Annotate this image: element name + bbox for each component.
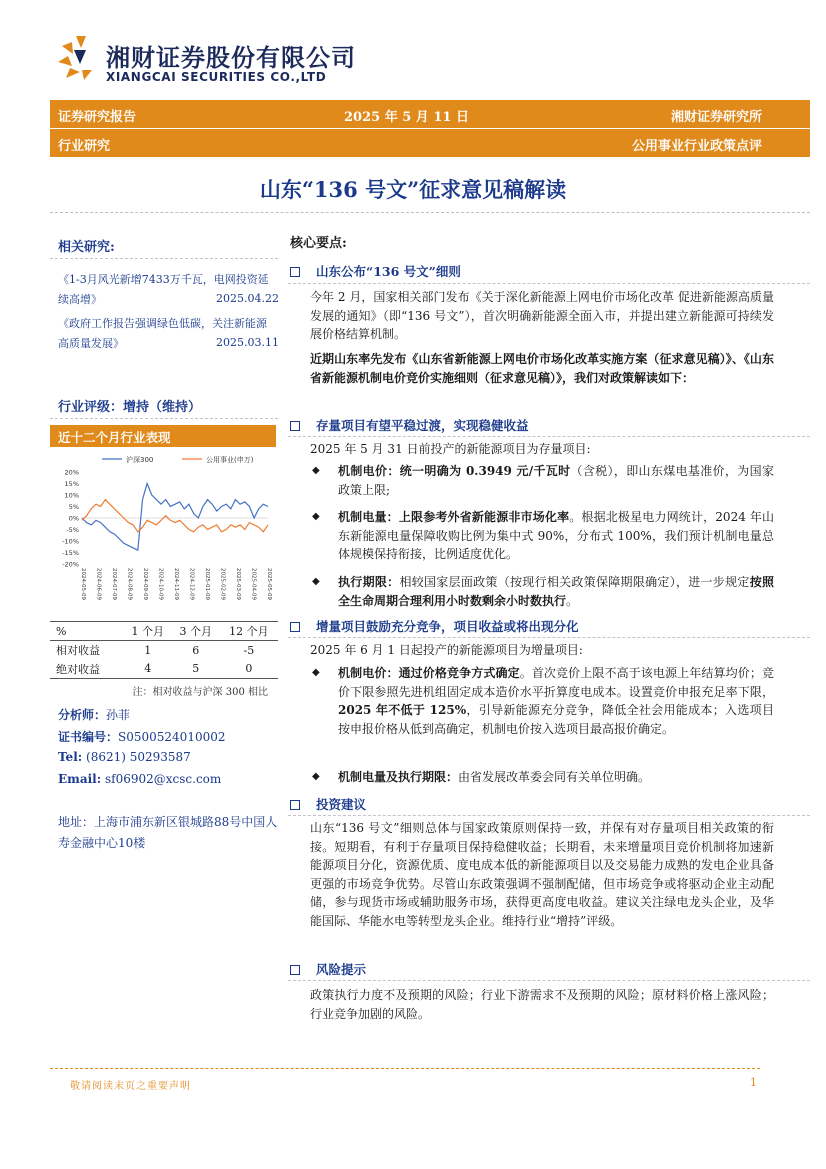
cert-line <box>58 728 226 745</box>
bullet-end: 。 <box>566 593 579 608</box>
x-tick-label: 2024-06-09 <box>95 568 102 600</box>
table-header: 1 个月 <box>124 622 172 641</box>
y-tick-label: -15% <box>62 549 79 557</box>
institute-name: 湘财证券研究所 <box>670 110 762 125</box>
x-tick-label: 2025-03-09 <box>235 568 241 600</box>
table-note: 注：相对收益与沪深 300 相比 <box>132 687 268 698</box>
section-4-heading <box>290 795 366 813</box>
footer-divider <box>50 1068 760 1069</box>
industry-rating: 行业评级：增持（维持） <box>58 400 202 415</box>
section-2-heading <box>290 416 529 434</box>
rating-divider <box>50 418 278 419</box>
y-tick-label: 15% <box>64 480 79 488</box>
section-3-bullet-2 <box>312 768 774 787</box>
section-3-title: 增量项目鼓励充分竞争，项目收益或将出现分化 <box>316 619 579 634</box>
y-tick-label: 10% <box>64 491 79 500</box>
x-tick-label: 2024-11-09 <box>173 568 179 600</box>
section-3-bullet-1 <box>312 664 774 738</box>
x-tick-label: 2024-08-09 <box>126 568 133 600</box>
bullet-body: （含税），即山东煤电基准价，为国家政策上限; <box>338 464 774 497</box>
header-band-top <box>50 100 810 128</box>
y-tick-label: -20% <box>62 560 79 569</box>
email-line <box>58 772 221 786</box>
section-5-paragraph: 政策执行力度不及预期的风险；行业下游需求不及预期的风险；原材料价格上涨风险；行业竞争加剧的风险。 <box>310 988 774 1021</box>
x-tick-label: 2025-04-09 <box>250 568 257 600</box>
table-header-row <box>50 622 278 641</box>
related-research-heading: 相关研究: <box>58 240 115 255</box>
table-cell: -5 <box>243 643 255 657</box>
bullet-body: 。根据北极星电力网统计，2024 年山东新能源电量保障收购比例为集中式 90%，分布式 100%，我们预计机制电量总体规模保持衔接，比例适度优化。 <box>338 510 774 561</box>
section-2-bullet-1 <box>312 462 774 499</box>
header-band-bottom <box>50 129 810 157</box>
section-3-intro: 2025 年 6 月 1 日起投产的新能源项目为增量项目: <box>310 643 583 657</box>
bullet-lead: 执行期限： <box>338 575 400 589</box>
company-name-cn: 湘财证券股份有限公司 <box>106 44 356 72</box>
table-cell: 5 <box>172 660 220 679</box>
core-points-heading: 核心要点: <box>290 236 347 251</box>
x-tick-label: 2025-02-09 <box>219 568 226 600</box>
y-tick-label: 20% <box>64 468 79 477</box>
diamond-bullet-icon: ◆ <box>312 465 320 476</box>
report-type: 证券研究报告 <box>58 110 137 125</box>
bullet-lead: 机制电价：通过价格竞争方式确定 <box>338 666 520 680</box>
related-item-1[interactable]: 《1-3月风光新增7433万千瓦，电网投资延续高增》 <box>58 273 269 306</box>
checkbox-bullet-icon <box>290 800 300 810</box>
x-tick-label: 2025-01-09 <box>204 568 210 600</box>
section-divider <box>288 980 810 981</box>
section-1-title: 山东公布“136 号文”细则 <box>316 264 461 279</box>
table-cell: 相对收益 <box>56 644 100 658</box>
diamond-bullet-icon: ◆ <box>312 667 320 678</box>
table-header: % <box>50 622 124 641</box>
analyst-label: 分析师： <box>58 708 107 722</box>
checkbox-bullet-icon <box>290 622 300 632</box>
email-address[interactable]: sf06902@xcsc.com <box>105 772 222 786</box>
section-divider <box>288 815 810 816</box>
email-label: Email: <box>58 772 102 786</box>
y-tick-label: -10% <box>62 537 79 546</box>
section-divider <box>288 637 810 638</box>
related-item-2-date: 2025.03.11 <box>216 336 279 349</box>
table-row <box>50 641 278 660</box>
footer-disclaimer[interactable]: 敬请阅读末页之重要声明 <box>70 1081 191 1092</box>
x-tick-label: 2025-05-09 <box>266 568 272 600</box>
tel-number: (8621) 50293587 <box>86 750 191 764</box>
bullet-emphasis: 2025 年不低于 125% <box>338 703 467 717</box>
y-tick-label: -5% <box>66 526 79 534</box>
diamond-bullet-icon: ◆ <box>312 511 320 522</box>
section-2-intro: 2025 年 5 月 31 日前投产的新能源项目为存量项目: <box>310 442 591 456</box>
section-1-heading <box>290 262 461 280</box>
cert-label: 证书编号： <box>58 730 119 744</box>
bullet-emphasis: 按照全生命周期合理利用小时数剩余小时数执行 <box>338 575 774 608</box>
x-tick-label: 2024-07-09 <box>111 568 117 600</box>
bullet-body: 由省发展改革委会同有关单位明确。 <box>458 770 651 784</box>
cert-number: S0500524010002 <box>118 730 226 744</box>
x-tick-label: 2024-10-09 <box>157 568 164 600</box>
x-tick-label: 2024-09-09 <box>142 568 148 600</box>
page-number: 1 <box>750 1076 757 1089</box>
x-tick-label: 2024-12-09 <box>188 568 195 600</box>
checkbox-bullet-icon <box>290 421 300 431</box>
checkbox-bullet-icon <box>290 267 300 277</box>
y-tick-label: 5% <box>68 503 79 511</box>
address: 地址：上海市浦东新区银城路88号中国人寿金融中心10楼 <box>58 815 278 850</box>
diamond-bullet-icon: ◆ <box>312 771 320 782</box>
related-divider <box>50 258 278 259</box>
checkbox-bullet-icon <box>290 965 300 975</box>
diamond-bullet-icon: ◆ <box>312 576 320 587</box>
section-4-paragraph: 山东“136 号文”细则总体与国家政策原则保持一致，并保有对存量项目相关政策的衔接。短期看，有利于存量项目保持稳健收益；长期看，未来增量项目竞价机制将加速新能源项目分化，资源优质、度电成本低的新能源项目以及交易能力成熟的发电企业具备更强的市场竞争优势。尽管山东政策强调不强制配储，但市场竞争或将驱动企业主动配储，参与现货市场或辅助服务市场，获得更高度电收益。建议关注绿电龙头企业，及华能国际、华能水电等转型龙头企业。维持行业“增持”评级。 <box>310 821 774 928</box>
table-cell: 绝对收益 <box>50 660 124 679</box>
bullet-lead: 机制电量：上限参考外省新能源非市场化率 <box>338 510 570 524</box>
performance-heading: 近十二个月行业表现 <box>50 425 276 447</box>
company-name-en: XIANGCAI SECURITIES CO.,LTD <box>106 70 327 84</box>
bullet-body: 。首次竞价上限不高于该电源上年结算均价；竞价下限参照先进机组固定成本造价水平折算度电成本。设置竞价申报充足率下限， <box>338 666 774 699</box>
section-2-bullet-2 <box>312 508 774 564</box>
section-divider <box>288 283 810 284</box>
section-2-title: 存量项目有望平稳过渡，实现稳健收益 <box>316 418 529 433</box>
analyst-name: 孙菲 <box>106 708 131 722</box>
bullet-lead: 机制电量及执行期限： <box>338 770 459 784</box>
performance-table <box>50 621 278 679</box>
tel-line <box>58 750 191 764</box>
x-tick-label: 2024-05-09 <box>80 568 86 600</box>
related-item-1-date: 2025.04.22 <box>216 292 279 305</box>
performance-chart <box>50 450 276 610</box>
y-tick-label: 0% <box>68 514 79 523</box>
bullet-body-2: ，引导新能源充分竞争，降低全社会用能成本；入选项目按申报价格从低到高确定，机制电价按入选项目最高报价确定。 <box>338 703 774 736</box>
table-cell: 4 <box>124 660 172 679</box>
table-header: 12 个月 <box>220 622 278 641</box>
table-cell: 1 <box>144 643 152 657</box>
page-title: 山东“136 号文”征求意见稿解读 <box>259 177 567 202</box>
series-line-1 <box>82 484 268 551</box>
bullet-lead: 机制电价：统一明确为 0.3949 元/千瓦时 <box>338 464 571 478</box>
section-5-heading <box>290 960 366 978</box>
related-item-2[interactable]: 《政府工作报告强调绿色低碳，关注新能源高质量发展》 <box>58 317 267 350</box>
legend-label: 沪深300 <box>126 456 154 464</box>
table-row <box>50 660 278 679</box>
section-1-paragraph-1: 今年 2 月，国家相关部门发布《关于深化新能源上网电价市场化改革 促进新能源高质量发展的通知》（即“136 号文”），首次明确新能源全面入市，并提出建立新能源可持续发展价格结算机制。 <box>310 290 774 341</box>
company-logo-icon <box>56 34 104 82</box>
section-divider <box>288 436 810 437</box>
section-4-title: 投资建议 <box>316 797 367 812</box>
section-3-heading <box>290 617 579 635</box>
section-5-title: 风险提示 <box>316 962 367 977</box>
analyst-line <box>58 706 130 723</box>
report-date: 2025 年 5 月 11 日 <box>344 110 469 125</box>
section-2-bullet-3 <box>312 573 774 610</box>
tel-label: Tel: <box>58 750 83 764</box>
table-cell: 6 <box>192 643 200 657</box>
table-cell: 0 <box>220 660 278 679</box>
table-header: 3 个月 <box>172 622 220 641</box>
report-category: 行业研究 <box>58 139 111 154</box>
report-subcategory: 公用事业行业政策点评 <box>631 139 762 154</box>
section-1-paragraph-2: 近期山东率先发布《山东省新能源上网电价市场化改革实施方案（征求意见稿）》、《山东省新能源机制电价竞价实施细则（征求意见稿）》，我们对政策解读如下： <box>310 352 774 385</box>
title-divider <box>50 212 810 213</box>
bullet-body: 相较国家层面政策（按现行相关政策保障期限确定），进一步规定 <box>399 575 750 589</box>
legend-label: 公用事业(申万) <box>206 456 254 464</box>
